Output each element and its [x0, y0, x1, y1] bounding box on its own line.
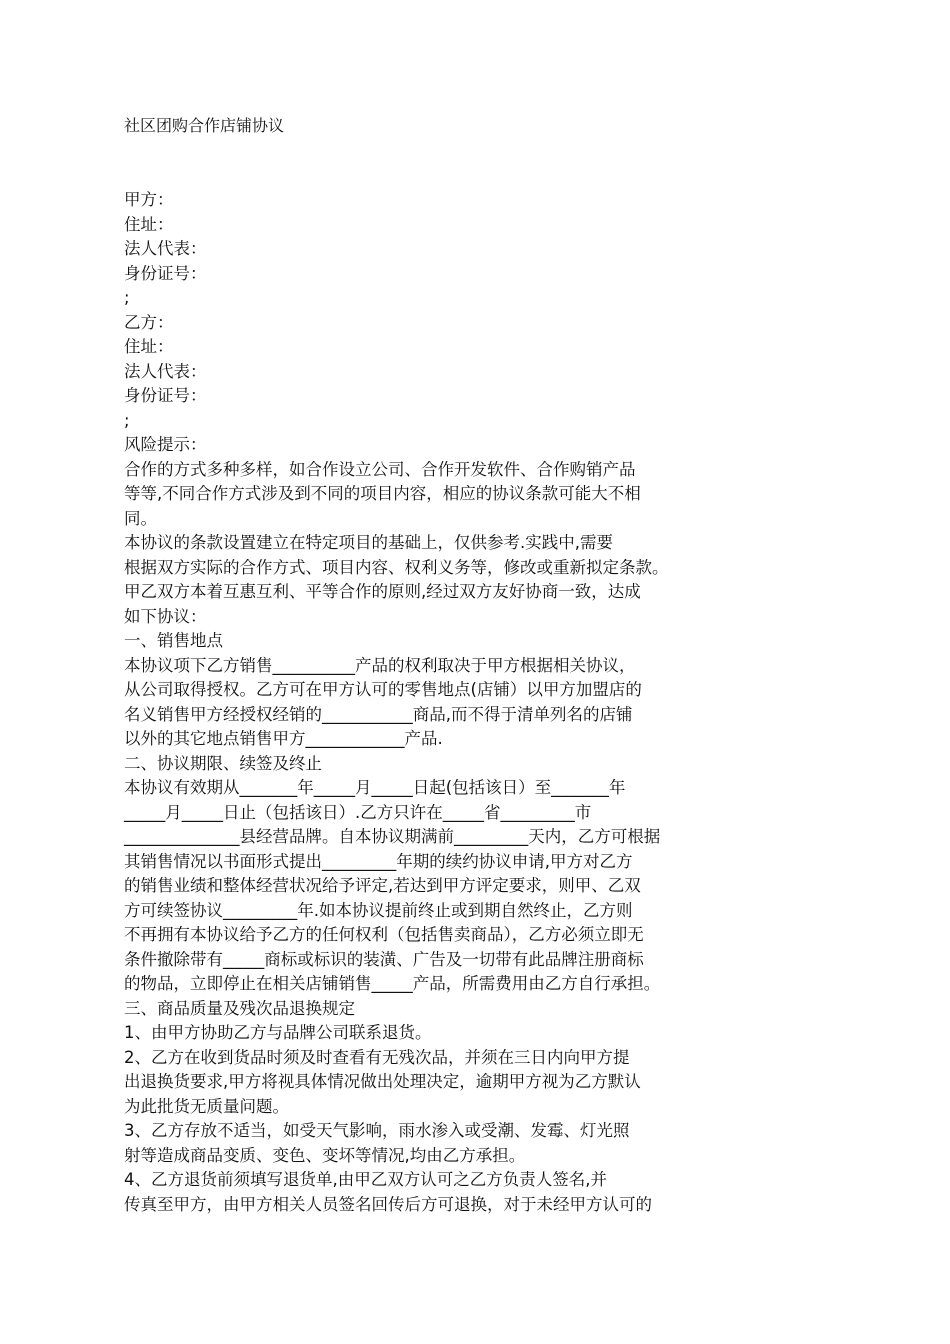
document-title: 社区团购合作店铺协议 — [124, 116, 285, 135]
document-line: 本协议项下乙方销售__________产品的权利取决于甲方根据相关协议， — [124, 655, 636, 675]
document-line: 甲方： — [124, 190, 174, 209]
document-line: 法人代表： — [124, 239, 207, 258]
document-line: 4、乙方退货前须填写退货单,由甲乙双方认可之乙方负责人签名,并 — [124, 1170, 607, 1189]
document-line: 不再拥有本协议给予乙方的任何权利（包括售卖商品），乙方必须立即无 — [124, 925, 644, 944]
document-line: 法人代表： — [124, 361, 207, 381]
document-line: 二、协议期限、续签及终止 — [124, 753, 322, 773]
document-line: ______________县经营品牌。自本协议期满前_________天内，乙方可根据 — [124, 827, 661, 846]
document-line: 风险提示： — [124, 435, 207, 454]
document-line: 从公司取得授权。乙方可在甲方认可的零售地点(店铺）以甲方加盟店的 — [124, 680, 642, 699]
document-line: 2、乙方在收到货品时须及时查看有无残次品，并须在三日内向甲方提 — [124, 1047, 630, 1067]
document-line: 3、乙方存放不适当，如受天气影响，雨水渗入或受潮、发霉、灯光照 — [124, 1121, 630, 1140]
document-line: ; — [124, 410, 130, 430]
document-line: 名义销售甲方经授权经销的___________商品,而不得于清单列名的店铺 — [124, 704, 633, 724]
document-line: 以外的其它地点销售甲方____________产品. — [124, 729, 443, 748]
document-line: 出退换货要求,甲方将视具体情况做出处理决定，逾期甲方视为乙方默认 — [124, 1072, 641, 1091]
document-line: 条件撤除带有_____商标或标识的装潢、广告及一切带有此品牌注册商标 — [124, 949, 644, 969]
document-line: 射等造成商品变质、变色、变坏等情况,均由乙方承担。 — [124, 1145, 526, 1165]
document-body — [124, 188, 724, 1217]
document-line: 为此批货无质量问题。 — [124, 1096, 289, 1116]
document-line: 的销售业绩和整体经营状况给予评定,若达到甲方评定要求，则甲、乙双 — [124, 876, 641, 895]
document-line: 其销售情况以书面形式提出_________年期的续约协议申请,甲方对乙方 — [124, 851, 633, 871]
document-line: 根据双方实际的合作方式、项目内容、权利义务等，修改或重新拟定条款。 — [124, 557, 669, 577]
document-line: 三、商品质量及残次品退换规定 — [124, 998, 355, 1018]
document-line: 方可续签协议_________年.如本协议提前终止或到期自然终止，乙方则 — [124, 900, 633, 920]
document-line: 同。 — [124, 508, 157, 528]
document-line: 合作的方式多种多样，如合作设立公司、合作开发软件、合作购销产品 — [124, 459, 636, 479]
document-line: 的物品，立即停止在相关店铺销售_____产品，所需费用由乙方自行承担。 — [124, 974, 661, 993]
document-line: _____月_____日止（包括该日）.乙方只许在_____省_________市 — [124, 802, 592, 822]
document-line: 一、销售地点 — [124, 631, 223, 650]
document-line: 本协议的条款设置建立在特定项目的基础上，仅供参考.实践中,需要 — [124, 533, 613, 552]
document-line: 如下协议： — [124, 606, 207, 626]
document-line: 住址： — [124, 214, 174, 234]
document-line: 乙方： — [124, 312, 174, 332]
document-line: 甲乙双方本着互惠互利、平等合作的原则,经过双方友好协商一致，达成 — [124, 582, 641, 601]
document-line: 身份证号： — [124, 386, 207, 405]
document-line: 等等,不同合作方式涉及到不同的项目内容，相应的协议条款可能大不相 — [124, 484, 641, 503]
document-line: 传真至甲方，由甲方相关人员签名回传后方可退换，对于未经甲方认可的 — [124, 1194, 652, 1214]
document-line: 身份证号： — [124, 263, 207, 283]
document-line: 本协议有效期从_______年_____月_____日起(包括该日）至_______年 — [124, 778, 626, 797]
document-line: 住址： — [124, 337, 174, 356]
document-line: 1、由甲方协助乙方与品牌公司联系退货。 — [124, 1023, 432, 1042]
document-line: ; — [124, 288, 130, 307]
